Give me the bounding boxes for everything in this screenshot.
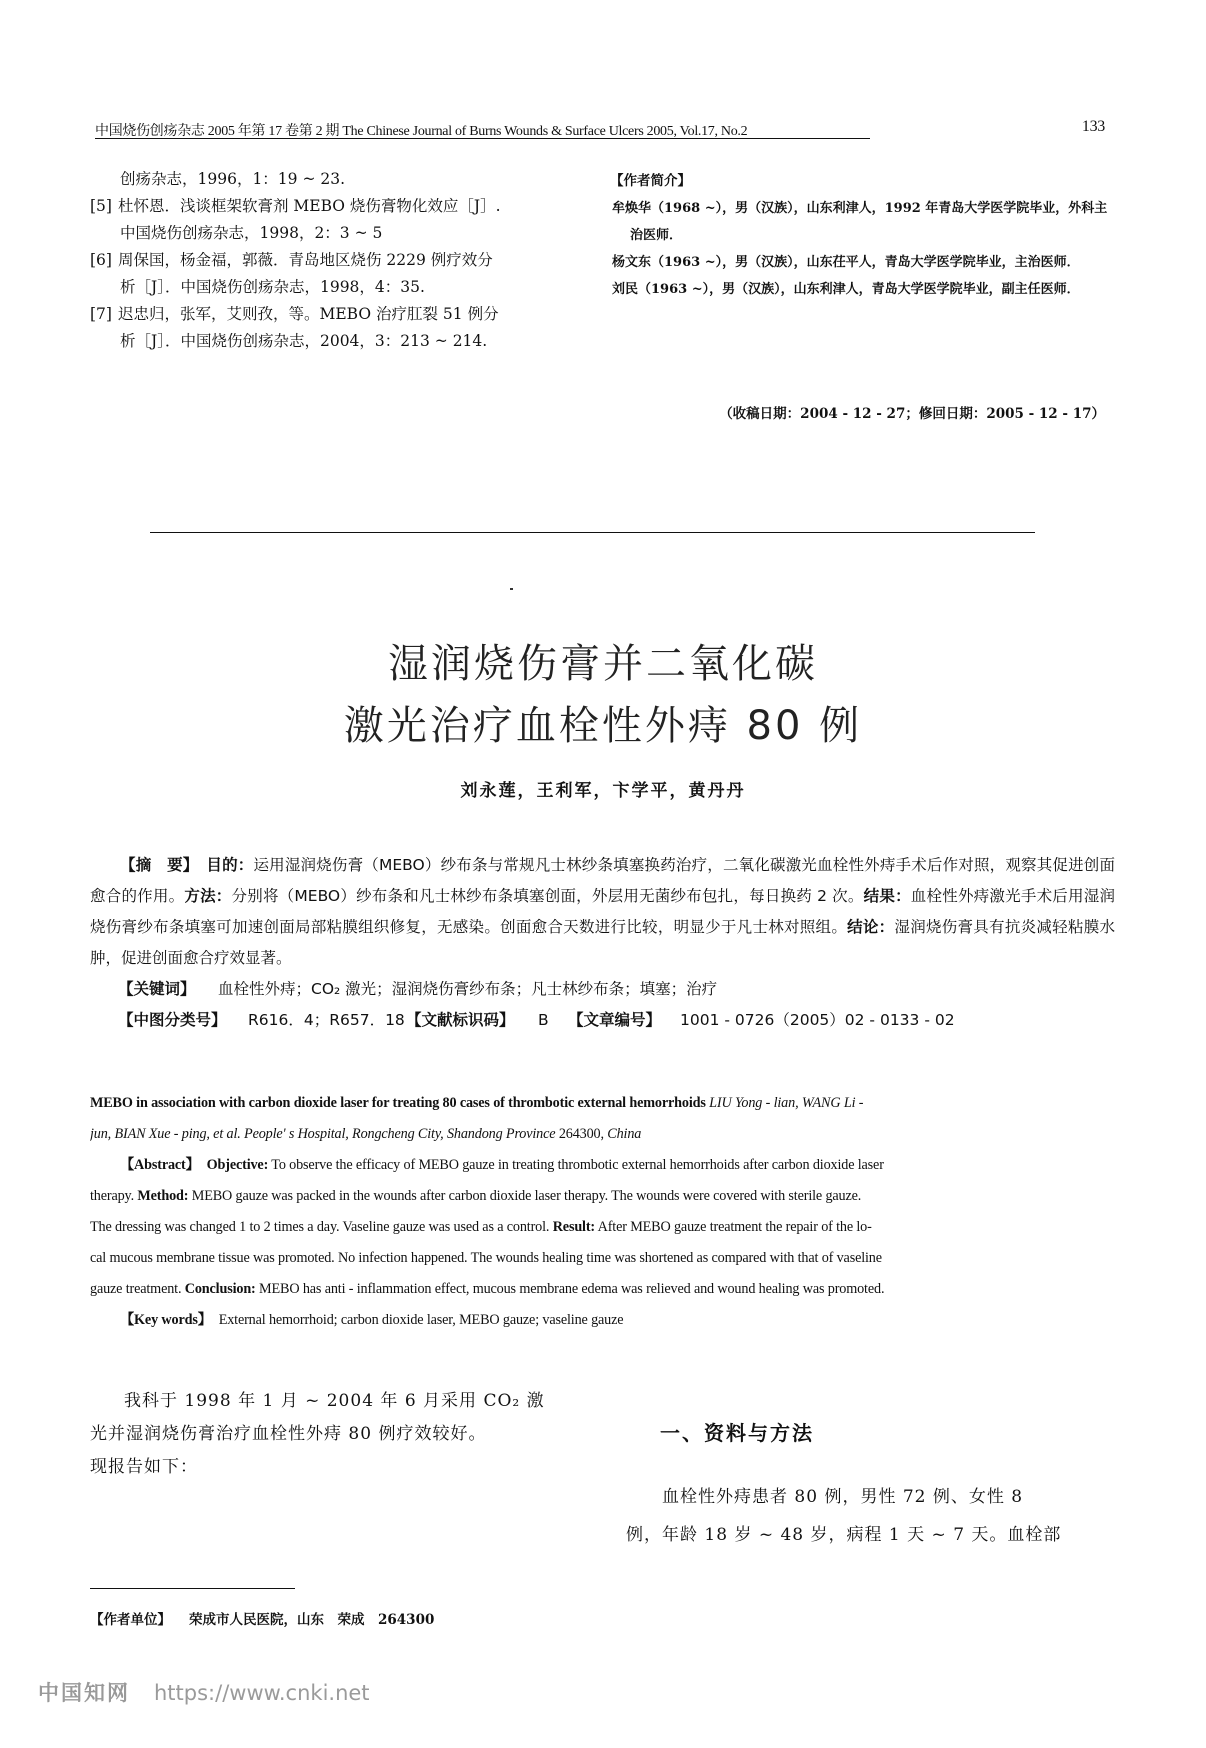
cnki-url: https://www.cnki.net — [154, 1681, 370, 1705]
article-authors: 刘永莲，王利军，卞学平，黄丹丹 — [460, 781, 746, 801]
clc-value: R616．4；R657．18 — [248, 1011, 405, 1029]
result-text: 血栓性外痔激光手术后用湿润烧伤膏纱布条填塞可加速创面局部粘膜组织修复，无感染。创面愈合天数进行比较，明显少于凡士林对照组。 — [90, 887, 1115, 936]
keywords-text: 血栓性外痔；CO₂ 激光；湿润烧伤膏纱布条；凡士林纱布条；填塞；治疗 — [218, 980, 718, 998]
author-bios — [612, 168, 1112, 303]
reference-item — [90, 166, 590, 193]
en-abstract-line — [90, 1274, 1115, 1305]
english-abstract — [90, 1088, 1115, 1336]
en-method-label: Method: — [137, 1188, 189, 1204]
author-bio-entry: 刘民（1963 ~），男（汉族），山东利津人，青岛大学医学院毕业，副主任医师． — [612, 282, 1080, 297]
conclusion-text: 湿润烧伤膏具有抗炎减轻粘膜水肿，促进创面愈合疗效显著。 — [90, 918, 1115, 967]
intro-line: 现报告如下： — [90, 1457, 198, 1477]
cnki-logo: 中国知网 — [38, 1681, 130, 1705]
en-abstract-line — [90, 1181, 1115, 1212]
en-conclusion-text: MEBO has anti - inflammation effect, mucous membrane edema was relieved and wound healing was promoted. — [259, 1281, 885, 1297]
en-keywords-line — [90, 1305, 1115, 1336]
en-title-line — [90, 1088, 1115, 1119]
intro-paragraph — [90, 1385, 585, 1484]
header-rule — [95, 138, 870, 139]
reference-text: 周保国，杨金福，郭薇．青岛地区烧伤 2229 例疗效分 — [118, 251, 493, 269]
reference-item — [90, 220, 590, 247]
article-title-line-1: 湿润烧伤膏并二氧化碳 — [388, 641, 818, 687]
en-abstract-label: 【Abstract】 — [120, 1157, 193, 1173]
footnote-label: 【作者单位】 — [90, 1612, 171, 1628]
objective-label: 目的： — [206, 856, 254, 874]
intro-line: 我科于 1998 年 1 月 ~ 2004 年 6 月采用 CO₂ 激 — [124, 1391, 545, 1411]
method-label: 方法： — [184, 887, 232, 905]
print-speck — [510, 588, 513, 590]
methods-paragraph — [626, 1478, 1116, 1554]
intro-line: 光并湿润烧伤膏治疗血栓性外痔 80 例疗效较好。 — [90, 1424, 487, 1444]
footnote-text: 荣成市人民医院，山东 荣成 264300 — [189, 1612, 435, 1628]
reference-item — [90, 328, 590, 355]
result-label: 结果： — [863, 887, 911, 905]
en-authors-1: LIU Yong - lian, WANG Li - — [709, 1095, 864, 1111]
methods-line: 血栓性外痔患者 80 例，男性 72 例、女性 8 — [662, 1487, 1024, 1507]
en-objective-text: To observe the efficacy of MEBO gauze in treating thrombotic external hemorrhoids after carbon dioxide laser — [271, 1157, 884, 1173]
reference-item — [90, 193, 590, 220]
en-country: China — [607, 1126, 642, 1142]
cnki-watermark — [38, 1677, 370, 1707]
en-keywords-label: 【Key words】 — [120, 1312, 205, 1328]
reference-item — [90, 247, 590, 274]
received-dates: （收稿日期：2004 - 12 - 27；修回日期：2005 - 12 - 17） — [719, 406, 1105, 422]
objective-text: 运用湿润烧伤膏（MEBO）纱布条与常规凡士林纱条填塞换药治疗，二氧化碳激光血栓性外痔手术后作对照，观察其促进创面愈合的作用。 — [90, 856, 1115, 905]
conclusion-label: 结论： — [847, 918, 895, 936]
reference-list — [90, 166, 590, 355]
en-postcode: 264300, — [558, 1126, 604, 1142]
en-result-text: cal mucous membrane tissue was promoted. No infection happened. The wounds healing time was shortened as compared with that of vaseline — [90, 1250, 882, 1266]
en-objective-label: Objective: — [206, 1157, 269, 1173]
reference-number: [7] — [90, 305, 112, 323]
footnote-rule — [90, 1588, 295, 1589]
methods-line: 例，年龄 18 岁 ~ 48 岁，病程 1 天 ~ 7 天。血栓部 — [626, 1525, 1062, 1545]
reference-text: 中国烧伤创疡杂志，1998，2：3 ~ 5 — [120, 224, 383, 242]
doc-code-label: 【文献标识码】 — [406, 1011, 515, 1029]
author-bio-entry: 杨文东（1963 ~），男（汉族），山东茌平人，青岛大学医学院毕业，主治医师． — [612, 255, 1080, 270]
abstract-paragraph — [90, 850, 1115, 974]
author-bio-entry: 牟焕华（1968 ~），男（汉族），山东利津人，1992 年青岛大学医学院毕业，外科主治医师． — [612, 201, 1108, 243]
article-separator — [150, 532, 1035, 533]
clc-label: 【中图分类号】 — [118, 1011, 227, 1029]
author-bios-title: 【作者简介】 — [610, 173, 691, 189]
en-objective-text: therapy. — [90, 1188, 134, 1204]
article-no-value: 1001 - 0726（2005）02 - 0133 - 02 — [680, 1011, 955, 1029]
en-method-text: MEBO gauze was packed in the wounds after carbon dioxide laser therapy. The wounds were covered with sterile gauze. — [191, 1188, 862, 1204]
reference-text: 析［J］．中国烧伤创疡杂志，2004，3：213 ~ 214. — [120, 332, 488, 350]
en-abstract-line — [90, 1150, 1115, 1181]
reference-item — [90, 301, 590, 328]
en-keywords-text: External hemorrhoid; carbon dioxide laser, MEBO gauze; vaseline gauze — [218, 1312, 624, 1328]
keywords-row — [90, 974, 1115, 1005]
abstract-label: 【摘 要】 — [120, 856, 191, 874]
en-method-text: The dressing was changed 1 to 2 times a day. Vaseline gauze was used as a control. — [90, 1219, 550, 1235]
article-title-line-2: 激光治疗血栓性外痔 80 例 — [343, 703, 863, 749]
section-heading: 一、资料与方法 — [660, 1421, 814, 1445]
reference-item — [90, 274, 590, 301]
reference-text: 迟忠归，张军，艾则孜，等。MEBO 治疗肛裂 51 例分 — [118, 305, 499, 323]
en-conclusion-label: Conclusion: — [184, 1281, 256, 1297]
footnote — [90, 1608, 452, 1628]
classification-row — [90, 1005, 1115, 1036]
article-no-label: 【文章编号】 — [568, 1011, 662, 1029]
journal-citation: 中国烧伤创疡杂志 2005 年第 17 卷第 2 期 The Chinese Journal of Burns Wounds & Surface Ulcers 2005, Vol.17, No.2 — [95, 124, 748, 139]
reference-text: 析［J］．中国烧伤创疡杂志，1998，4：35. — [120, 278, 425, 296]
en-result-text: After MEBO gauze treatment the repair of the lo- — [597, 1219, 872, 1235]
reference-number: [6] — [90, 251, 112, 269]
en-abstract-line — [90, 1212, 1115, 1243]
method-text: 分别将（MEBO）纱布条和凡士林纱布条填塞创面，外层用无菌纱布包扎，每日换药 2 次。 — [231, 887, 864, 905]
reference-number: [5] — [90, 197, 112, 215]
chinese-abstract — [90, 850, 1115, 1036]
en-result-label: Result: — [552, 1219, 595, 1235]
en-title: MEBO in association with carbon dioxide laser for treating 80 cases of thrombotic external hemorrhoids — [90, 1095, 706, 1111]
running-header — [95, 118, 1105, 140]
keywords-label: 【关键词】 — [118, 980, 196, 998]
doc-code-value: B — [538, 1011, 549, 1029]
en-abstract-line — [90, 1243, 1115, 1274]
reference-text: 创疡杂志，1996，1：19 ~ 23. — [120, 170, 346, 188]
en-result-text: gauze treatment. — [90, 1281, 182, 1297]
reference-text: 杜怀恩．浅谈框架软膏剂 MEBO 烧伤膏物化效应［J］. — [118, 197, 501, 215]
page-number: 133 — [1081, 118, 1105, 135]
en-authors-2: jun, BIAN Xue - ping, et al. People' s Hospital, Rongcheng City, Shandong Province — [90, 1126, 556, 1142]
en-affiliation-line — [90, 1119, 1115, 1150]
